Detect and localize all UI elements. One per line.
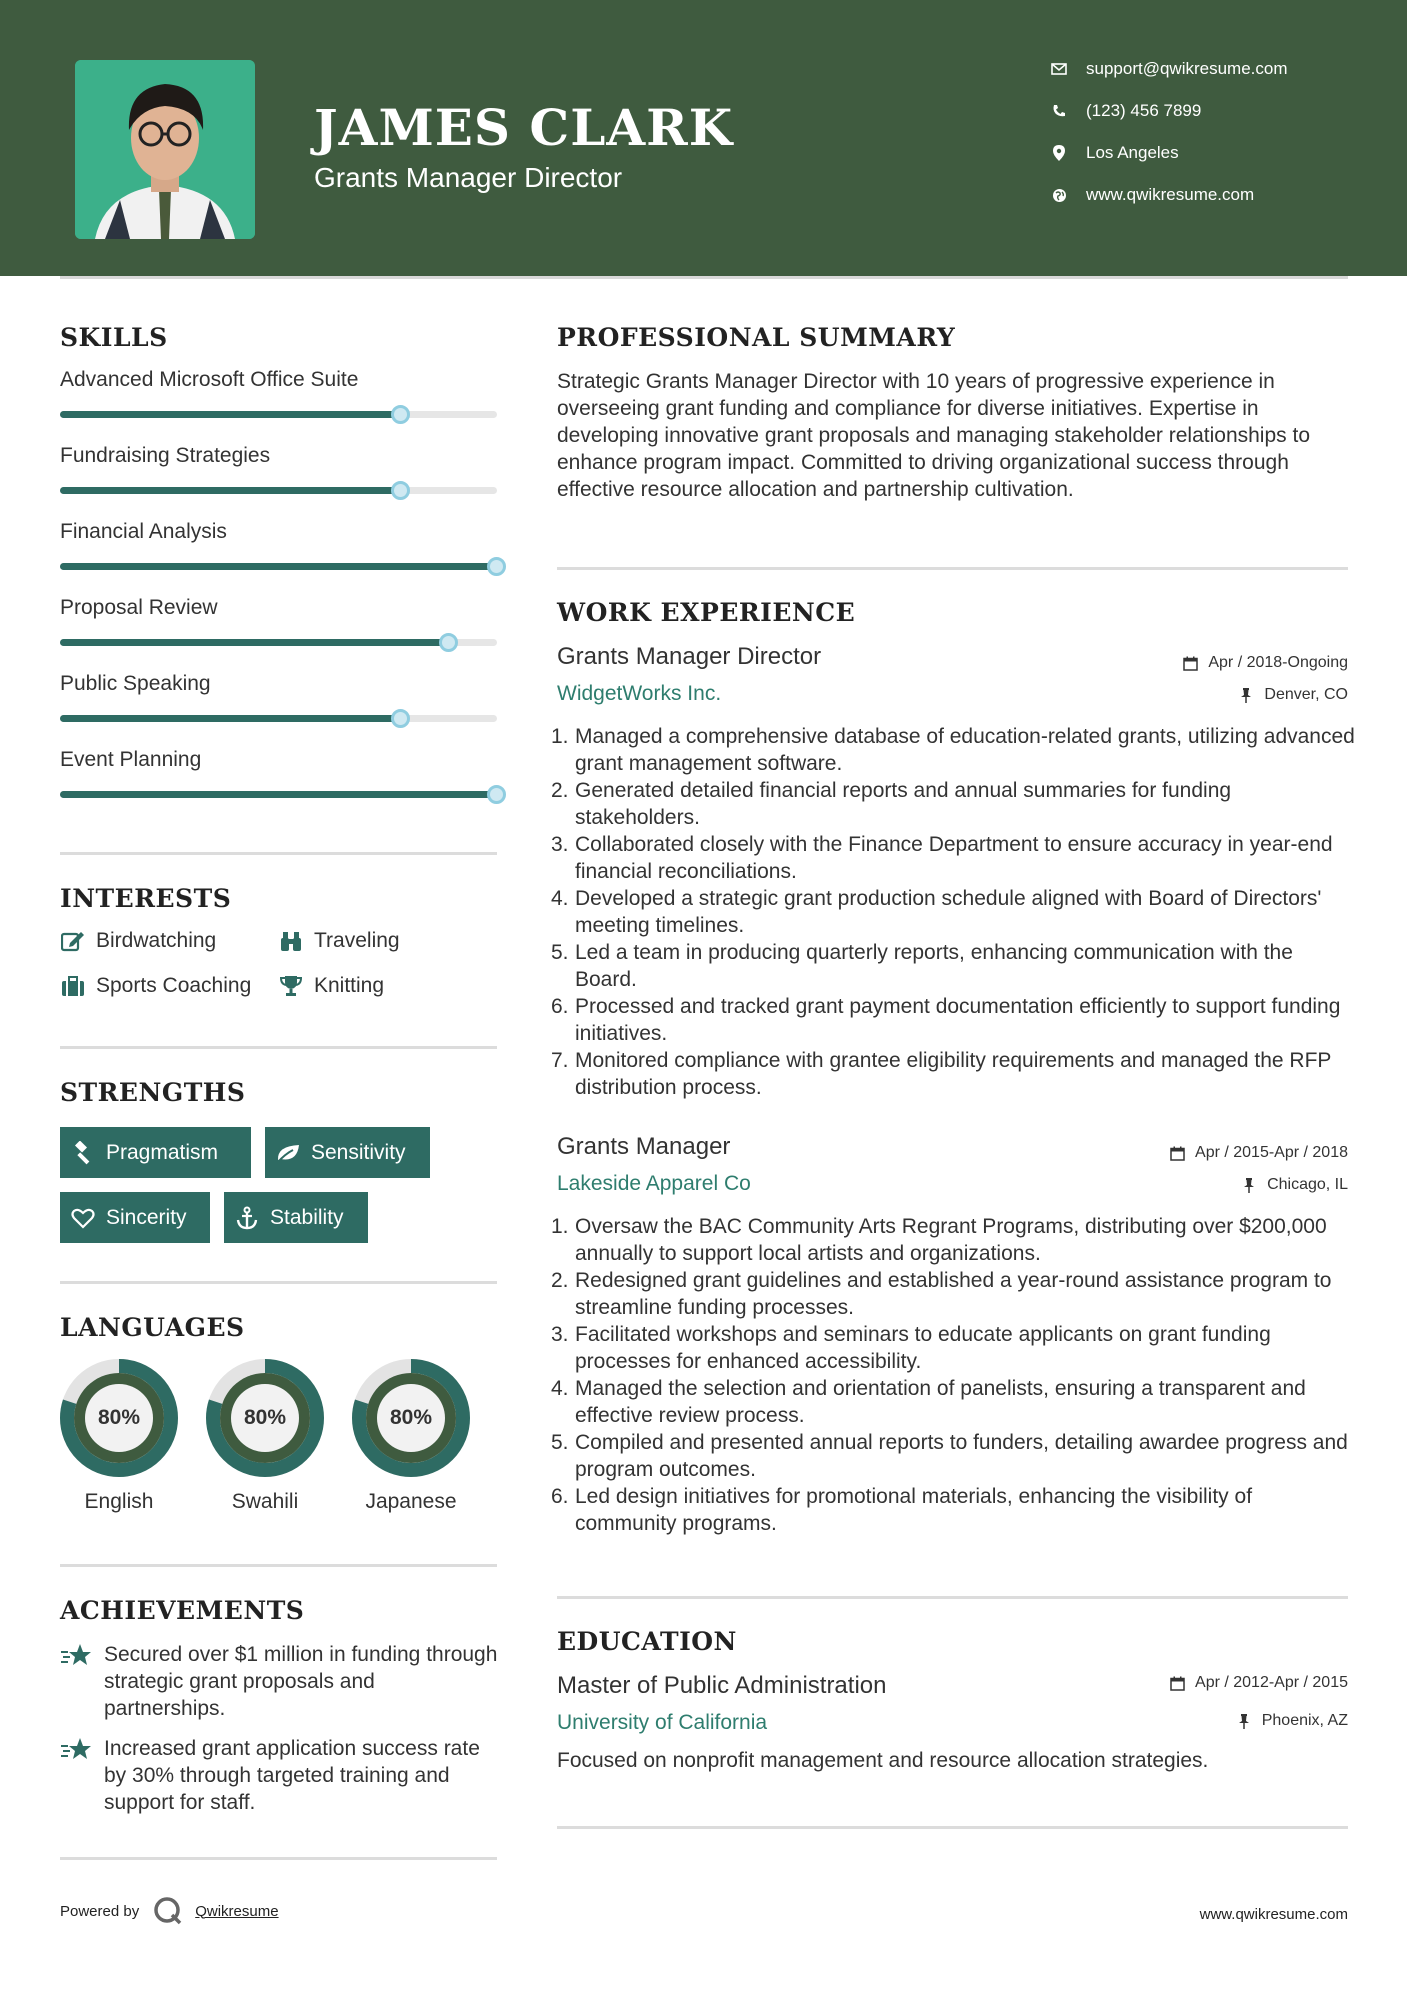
header-divider xyxy=(60,276,1348,279)
skill-level-handle xyxy=(439,633,458,652)
interest-item: Traveling xyxy=(278,928,400,954)
contact-phone[interactable]: (123) 456 7899 xyxy=(1050,97,1390,125)
responsibility-item xyxy=(551,831,1355,885)
skill-level-handle xyxy=(487,557,506,576)
education-dates: Apr / 2012-Apr / 2015 xyxy=(1169,1674,1348,1692)
pencil-square-icon xyxy=(60,928,86,954)
contact-email[interactable]: support@qwikresume.com xyxy=(1050,55,1390,83)
star-award-icon xyxy=(60,1643,94,1722)
trophy-icon xyxy=(278,973,304,999)
responsibility-item xyxy=(551,939,1355,993)
responsibility-item xyxy=(551,777,1355,831)
job-location: Chicago, IL xyxy=(1241,1176,1348,1194)
candidate-name: JAMES CLARK xyxy=(314,98,734,157)
skill-name: Advanced Microsoft Office Suite xyxy=(60,368,359,391)
skill-level-fill xyxy=(60,563,497,570)
responsibility-item xyxy=(551,1321,1355,1375)
section-divider xyxy=(60,1281,497,1284)
responsibility-text: Monitored compliance with grantee eligibility requirements and managed the RFP distribution process. xyxy=(575,1049,1332,1099)
achievement-item: Secured over $1 million in funding through strategic grant proposals and partnerships. xyxy=(60,1641,500,1722)
star-award-icon xyxy=(60,1737,94,1816)
responsibility-item xyxy=(551,1267,1355,1321)
responsibility-item xyxy=(551,1375,1355,1429)
interest-item: Sports Coaching xyxy=(60,973,251,999)
responsibility-item xyxy=(551,723,1355,777)
skill-level-fill xyxy=(60,639,449,646)
achievement-item: Increased grant application success rate by 30% through targeted training and support for staff. xyxy=(60,1735,500,1816)
interest-item: Birdwatching xyxy=(60,928,216,954)
section-divider xyxy=(557,1596,1348,1599)
strength-badge: Stability xyxy=(224,1192,368,1243)
company-name[interactable]: Lakeside Apparel Co xyxy=(557,1172,751,1195)
responsibility-item xyxy=(551,885,1355,939)
skill-level-handle xyxy=(391,709,410,728)
section-divider xyxy=(557,1826,1348,1829)
list-number: 2. xyxy=(551,779,569,802)
responsibility-text: Redesigned grant guidelines and established a year-round assistance program to streamline funding processes. xyxy=(575,1269,1332,1319)
responsibility-text: Compiled and presented annual reports to funders, detailing awardee progress and program outcomes. xyxy=(575,1431,1348,1481)
interest-item: Knitting xyxy=(278,973,384,999)
responsibility-text: Led a team in producing quarterly reports, enhancing communication with the Board. xyxy=(575,941,1293,991)
globe-icon xyxy=(1050,186,1068,204)
interests-heading: INTERESTS xyxy=(60,884,232,913)
section-divider xyxy=(60,1046,497,1049)
language-name: Japanese xyxy=(365,1490,457,1513)
skill-level-bar xyxy=(60,639,497,646)
section-divider xyxy=(60,1857,497,1860)
responsibility-text: Collaborated closely with the Finance Department to ensure accuracy in year-end financial reconciliations. xyxy=(575,833,1333,883)
skill-level-fill xyxy=(60,411,401,418)
phone-icon xyxy=(1050,102,1068,120)
skill-level-bar xyxy=(60,791,497,798)
responsibility-text: Managed the selection and orientation of panelists, ensuring a transparent and effective review process. xyxy=(575,1377,1306,1427)
education-location: Phoenix, AZ xyxy=(1236,1712,1348,1730)
skill-level-handle xyxy=(487,785,506,804)
language-name: Swahili xyxy=(231,1490,299,1513)
language-ring xyxy=(58,1357,180,1479)
calendar-icon xyxy=(1182,655,1198,671)
degree-title: Master of Public Administration xyxy=(557,1672,887,1699)
skill-name: Proposal Review xyxy=(60,596,218,619)
skill-level-bar xyxy=(60,715,497,722)
strengths-heading: STRENGTHS xyxy=(60,1078,246,1107)
profile-photo xyxy=(75,60,255,239)
list-number: 2. xyxy=(551,1269,569,1292)
qwikresume-link[interactable]: Qwikresume xyxy=(195,1902,279,1920)
job-title: Grants Manager Director xyxy=(557,643,822,670)
responsibility-item xyxy=(551,1047,1355,1101)
achievements-heading: ACHIEVEMENTS xyxy=(60,1596,305,1625)
section-divider xyxy=(557,567,1348,570)
language-percent: 80% xyxy=(389,1406,433,1429)
leaf-icon xyxy=(275,1140,301,1166)
section-divider xyxy=(60,852,497,855)
calendar-icon xyxy=(1169,1675,1185,1691)
skill-name: Public Speaking xyxy=(60,672,211,695)
responsibility-item xyxy=(551,993,1355,1047)
footer-url[interactable]: www.qwikresume.com xyxy=(1199,1906,1348,1923)
responsibility-item xyxy=(551,1429,1355,1483)
list-number: 3. xyxy=(551,1323,569,1346)
list-number: 6. xyxy=(551,995,569,1018)
responsibility-text: Facilitated workshops and seminars to educate applicants on grant funding processes for enhanced accessibility. xyxy=(575,1323,1271,1373)
skill-level-fill xyxy=(60,487,401,494)
contact-location: Los Angeles xyxy=(1050,139,1390,167)
candidate-title: Grants Manager Director xyxy=(314,162,623,193)
anchor-icon xyxy=(234,1205,260,1231)
skill-level-fill xyxy=(60,791,497,798)
school-name[interactable]: University of California xyxy=(557,1711,768,1734)
language-percent: 80% xyxy=(97,1406,141,1429)
pushpin-icon xyxy=(1236,1713,1252,1729)
envelope-icon xyxy=(1050,60,1068,78)
skills-heading: SKILLS xyxy=(60,323,168,352)
responsibility-text: Developed a strategic grant production schedule aligned with Board of Directors' meeting timelines. xyxy=(575,887,1322,937)
education-heading: EDUCATION xyxy=(557,1627,737,1656)
strength-badge: Pragmatism xyxy=(60,1127,251,1178)
job-dates: Apr / 2018-Ongoing xyxy=(1182,654,1348,672)
list-number: 6. xyxy=(551,1485,569,1508)
language-name: English xyxy=(84,1490,154,1513)
heart-icon xyxy=(70,1205,96,1231)
powered-by: Powered by Qwikresume xyxy=(60,1896,279,1926)
education-description: Focused on nonprofit management and resource allocation strategies. xyxy=(557,1749,1209,1772)
experience-heading: WORK EXPERIENCE xyxy=(557,598,856,627)
job-dates: Apr / 2015-Apr / 2018 xyxy=(1169,1144,1348,1162)
summary-text: Strategic Grants Manager Director with 10 years of progressive experience in overseeing grant funding and compliance for diverse initiatives. Expertise in developing innovative grant proposals and managing stakeholder relationships to enhance program impact. Committed to driving organizational success through effective resource allocation and partnership cultivation. xyxy=(557,370,1310,501)
gavel-icon xyxy=(70,1140,96,1166)
responsibility-text: Managed a comprehensive database of education-related grants, utilizing advanced grant management software. xyxy=(575,725,1355,775)
pushpin-icon xyxy=(1238,687,1254,703)
skill-name: Fundraising Strategies xyxy=(60,444,271,467)
list-number: 4. xyxy=(551,887,569,910)
skill-name: Event Planning xyxy=(60,748,202,771)
list-number: 4. xyxy=(551,1377,569,1400)
list-number: 3. xyxy=(551,833,569,856)
summary-heading: PROFESSIONAL SUMMARY xyxy=(557,323,956,352)
company-name[interactable]: WidgetWorks Inc. xyxy=(557,682,722,705)
qwikresume-logo-icon xyxy=(153,1896,183,1926)
list-number: 5. xyxy=(551,1431,569,1454)
skill-level-handle xyxy=(391,405,410,424)
responsibility-item xyxy=(551,1483,1355,1537)
list-number: 1. xyxy=(551,725,569,748)
resume-header xyxy=(0,0,1407,276)
list-number: 1. xyxy=(551,1215,569,1238)
job-responsibilities xyxy=(551,723,1355,1101)
map-pin-icon xyxy=(1050,144,1068,162)
contact-website[interactable]: www.qwikresume.com xyxy=(1050,181,1390,209)
binoculars-icon xyxy=(278,928,304,954)
skill-level-bar xyxy=(60,563,497,570)
job-location: Denver, CO xyxy=(1238,686,1348,704)
calendar-icon xyxy=(1169,1145,1185,1161)
briefcase-icon xyxy=(60,973,86,999)
strength-badge: Sincerity xyxy=(60,1192,210,1243)
section-divider xyxy=(60,1564,497,1567)
skill-level-bar xyxy=(60,411,497,418)
strength-badge: Sensitivity xyxy=(265,1127,430,1178)
language-ring xyxy=(350,1357,472,1479)
list-number: 5. xyxy=(551,941,569,964)
skill-level-bar xyxy=(60,487,497,494)
skill-level-handle xyxy=(391,481,410,500)
language-percent: 80% xyxy=(243,1406,287,1429)
responsibility-text: Led design initiatives for promotional materials, enhancing the visibility of community programs. xyxy=(575,1485,1253,1535)
pushpin-icon xyxy=(1241,1177,1257,1193)
job-responsibilities xyxy=(551,1213,1355,1537)
responsibility-text: Processed and tracked grant payment documentation efficiently to support funding initiatives. xyxy=(575,995,1341,1045)
list-number: 7. xyxy=(551,1049,569,1072)
job-title: Grants Manager xyxy=(557,1133,731,1160)
responsibility-text: Oversaw the BAC Community Arts Regrant Programs, distributing over $200,000 annually to support local artists and organizations. xyxy=(575,1215,1327,1265)
language-ring xyxy=(204,1357,326,1479)
skill-name: Financial Analysis xyxy=(60,520,227,543)
responsibility-text: Generated detailed financial reports and annual summaries for funding stakeholders. xyxy=(575,779,1232,829)
responsibility-item xyxy=(551,1213,1355,1267)
languages-heading: LANGUAGES xyxy=(60,1313,245,1342)
skill-level-fill xyxy=(60,715,401,722)
